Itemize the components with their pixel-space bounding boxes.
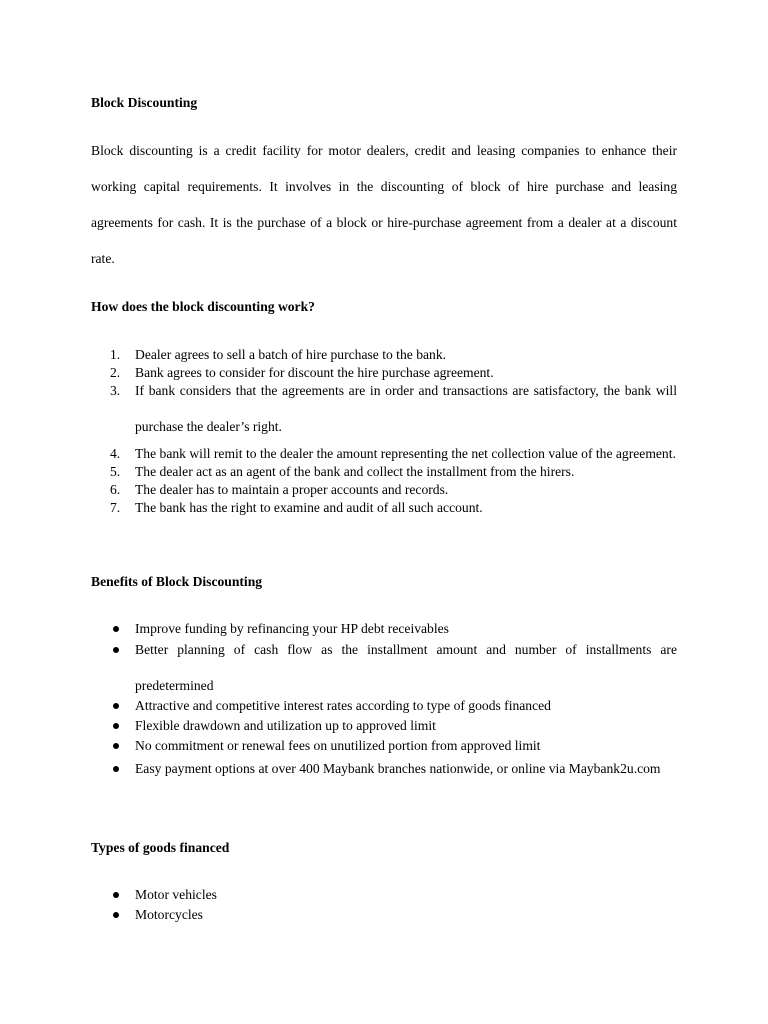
page-title: Block Discounting [91,95,198,110]
step-number: 2. [110,365,121,380]
list-item [0,717,677,735]
step-number: 4. [110,446,121,461]
benefit-text: Flexible drawdown and utilization up to approved limit [135,718,436,733]
list-item [0,886,677,904]
benefit-text: Better planning of cash flow as the installment amount and number of installments are predetermined [135,642,677,693]
bullet-icon [113,743,119,749]
list-item [0,499,677,517]
bullet-icon [113,723,119,729]
list-item [0,463,677,481]
benefit-text: Improve funding by refinancing your HP debt receivables [135,621,449,636]
step-number: 3. [110,383,121,398]
bullet-icon [113,703,119,709]
goods-heading: Types of goods financed [91,840,230,855]
step-text: The dealer has to maintain a proper accounts and records. [135,482,449,497]
bullet-icon [113,647,119,653]
step-text: The dealer act as an agent of the bank and collect the installment from the hirers. [135,464,575,479]
list-item [0,751,677,787]
list-item [0,346,677,364]
steps-list [0,346,677,517]
step-text: Dealer agrees to sell a batch of hire purchase to the bank. [135,347,447,362]
step-text: The bank will remit to the dealer the amount representing the net collection value of the agreement. [135,446,676,461]
list-item [0,373,677,445]
goods-text: Motorcycles [135,907,203,922]
list-item [0,481,677,499]
intro-paragraph: Block discounting is a credit facility for motor dealers, credit and leasing companies to enhance their working capital requirements. It involves in the discounting of block of hire purchase and leasing agreements for cash. It is the purchase of a block or hire-purchase agreement from a dealer at a discount rate. [91,143,677,266]
step-text: Bank agrees to consider for discount the hire purchase agreement. [135,365,494,380]
step-text: If bank considers that the agreements are in order and transactions are satisfactory, the bank will purchase the dealer’s right. [135,383,677,434]
goods-list [0,886,677,924]
benefit-text: Attractive and competitive interest rates according to type of goods financed [135,698,551,713]
bullet-icon [113,912,119,918]
list-item [0,632,677,704]
list-item [0,697,677,715]
benefit-text: No commitment or renewal fees on unutilized portion from approved limit [135,738,541,753]
step-text: The bank has the right to examine and audit of all such account. [135,500,483,515]
step-number: 7. [110,500,121,515]
benefit-text: Easy payment options at over 400 Maybank branches nationwide, or online via Maybank2u.com [135,761,661,776]
step-number: 1. [110,347,121,362]
list-item [0,906,677,924]
bullet-icon [113,766,119,772]
goods-text: Motor vehicles [135,887,217,902]
how-heading: How does the block discounting work? [91,299,315,314]
step-number: 5. [110,464,121,479]
bullet-icon [113,892,119,898]
benefits-list [0,620,677,787]
step-number: 6. [110,482,121,497]
benefits-heading: Benefits of Block Discounting [91,574,263,589]
